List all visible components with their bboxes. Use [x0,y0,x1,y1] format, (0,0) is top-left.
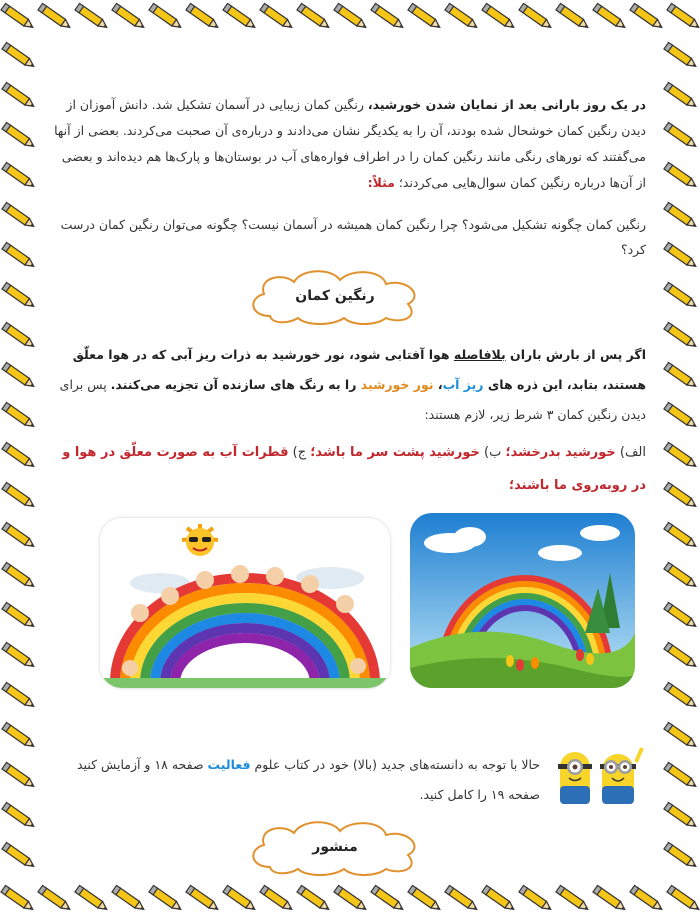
cloud-heading-prism [240,817,430,877]
intro-paragraph [54,92,646,196]
activity-link: فعالیت [207,757,251,772]
pencil-border-right [662,0,700,916]
section-s5: پس برای دیدن رنگین کمان ۳ شرط زیر، لازم هستند: [59,377,646,422]
pencil-border-top [0,0,700,34]
req-b: خورشید پشت سر ما باشد؛ [310,445,480,460]
questions-paragraph: رنگین کمان چگونه تشکیل می‌شود؟ چرا رنگین کمان همیشه در آسمان نیست؟ چگونه می‌توان رنگین کمان درست کرد؟ [60,217,646,257]
minions-illustration [552,742,644,810]
section-noor: نور خورشید [360,377,434,392]
requirements-paragraph [54,436,646,502]
section-s3: ، [433,377,443,392]
main-content [54,92,646,262]
cloud-heading-prism-text: منشور [312,839,358,855]
section-paragraph [54,340,646,430]
example-label: مثلاً: [367,175,395,190]
children-rainbow-illustration [100,518,390,688]
activity-t2: صفحه ۱۸ و آزمایش کنید صفحه ۱۹ را کامل کنید. [77,757,540,802]
intro-text: رنگین کمان زیبایی در آسمان تشکیل شد. دانش آموزان از دیدن رنگین کمان خوشحال شده بودند، آن را به یکدیگر نشان می‌دادند و درباره‌ی آن صحبت می‌کردند. بعضی از آنها می‌گفتند که نورهای رنگی مانند رنگین کمان را در اطراف فواره‌های آب در بوستان‌ها و پارک‌ها هم دیده‌اند و بعضی از آن‌ها درباره رنگین کمان سوال‌هایی می‌کردند؛ [54,97,646,190]
section-rizab: ریز آب [442,377,484,392]
intro-bold: در یک روز بارانی بعد از نمایان شدن خورشید، [367,97,646,112]
req-b-label: ب) [479,445,506,460]
cloud-heading-rainbow [240,266,430,326]
cloud-heading-rainbow-text: رنگین کمان [295,288,375,304]
req-c-label: ج) [288,445,311,460]
section-s2: هوا آفتابی شود، نور خورشید به ذرات ریز آبی که در هوا معلّق هستند، بتابد، این ذره های [72,347,646,392]
hills-rainbow-illustration [410,513,635,688]
pencil-border-bottom [0,882,700,916]
section-content [54,340,646,502]
activity-t1: حالا با توجه به دانسته‌های جدید (بالا) خود در کتاب علوم [250,757,540,772]
section-s1: اگر پس از بارش باران [505,347,646,362]
section-s4: را به رنگ های سازنده آن تجزیه می‌کنند. [110,377,361,392]
req-c: قطرات آب به صورت معلّق در هوا و در روبه‌روی ما باشند؛ [62,445,646,493]
req-a: خورشید بدرخشد؛ [505,445,616,460]
activity-paragraph [70,750,540,810]
req-a-label: الف) [615,445,646,460]
pencil-border-left [0,0,38,916]
section-underline: بلافاصله [453,347,506,362]
